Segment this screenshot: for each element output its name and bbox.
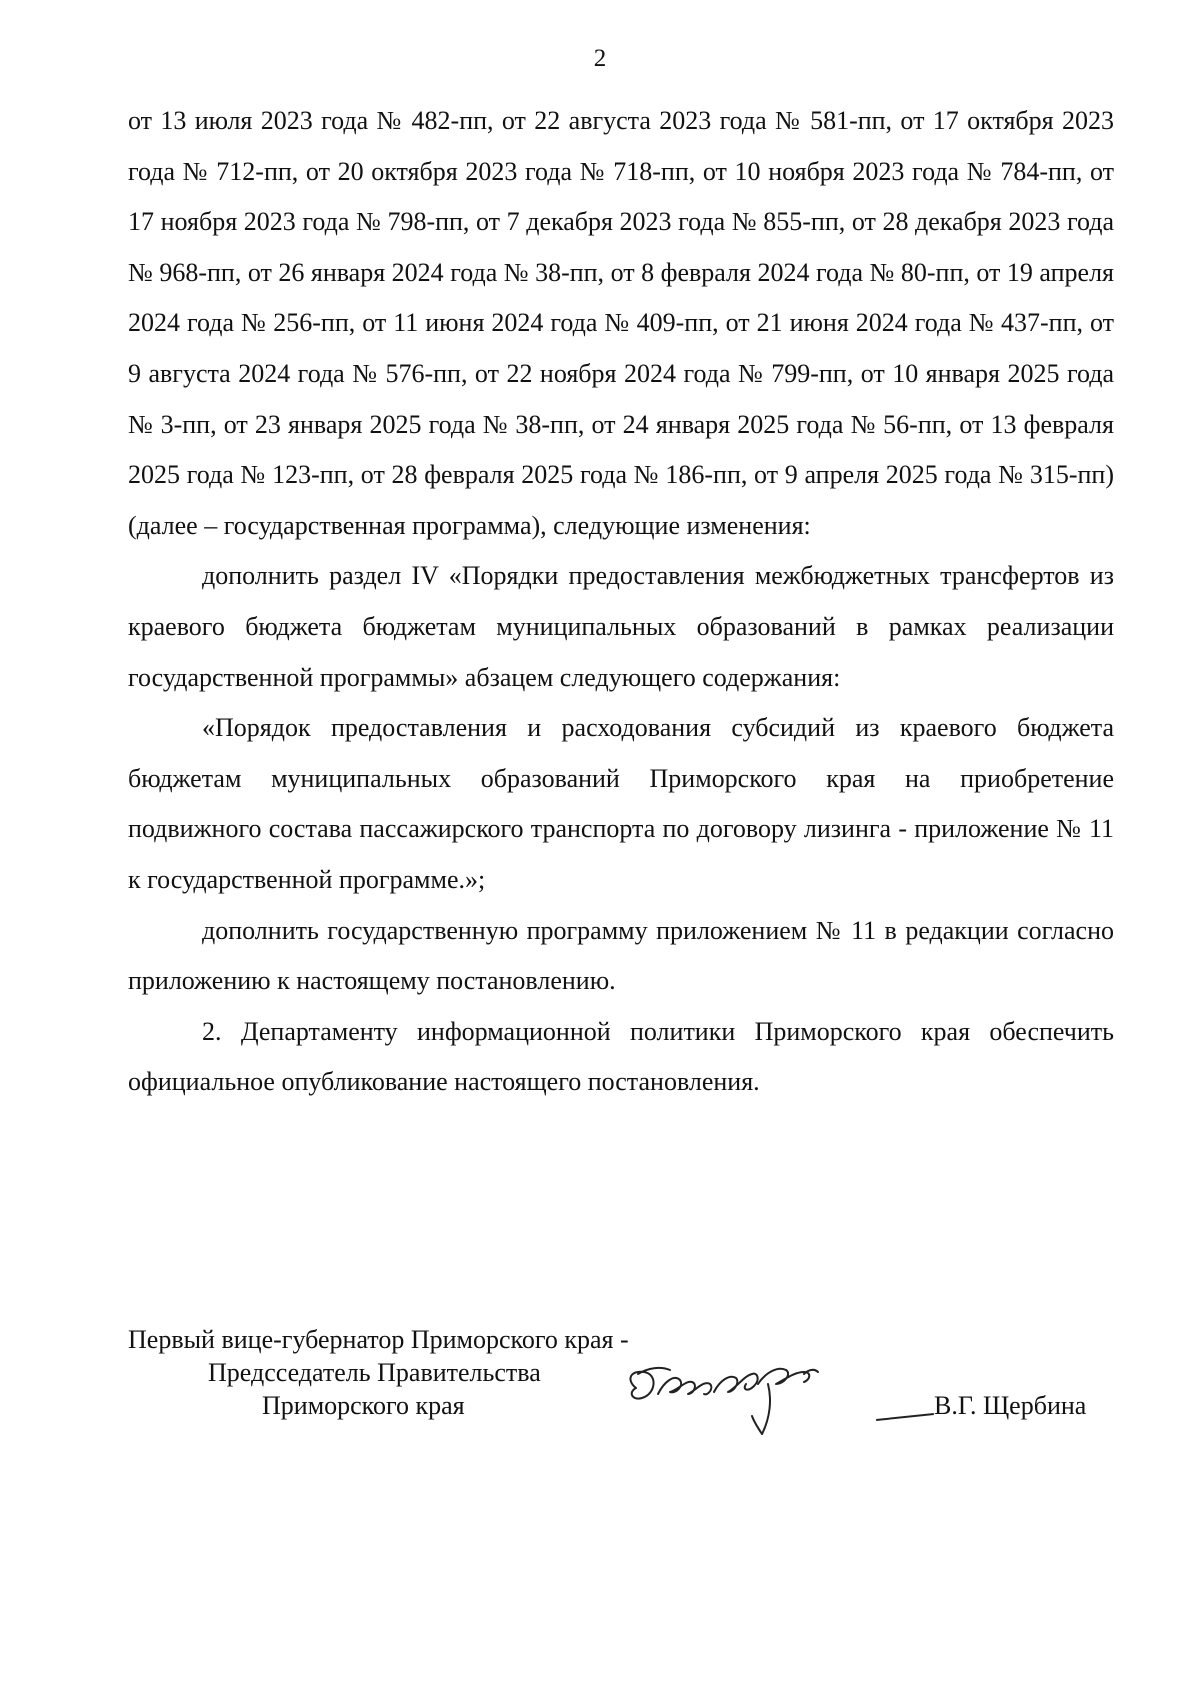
signatory-position-line1: Первый вице-губернатор Приморского края -: [128, 1325, 629, 1354]
document-body: [128, 96, 1114, 1108]
paragraph-amendments-list: от 13 июля 2023 года № 482-пп, от 22 августа 2023 года № 581-пп, от 17 октября 2023 года № 712-пп, от 20 октября 2023 года № 718-пп, от 10 ноября 2023 года № 784-пп, от 17 ноября 2023 года № 798-пп, от 7 декабря 2023 года № 855-пп, от 28 декабря 2023 года № 968-пп, от 26 января 2024 года № 38-пп, от 8 февраля 2024 года № 80-пп, от 19 апреля 2024 года № 256-пп, от 11 июня 2024 года № 409-пп, от 21 июня 2024 года № 437-пп, от 9 августа 2024 года № 576-пп, от 22 ноября 2024 года № 799-пп, от 10 января 2025 года № 3-пп, от 23 января 2025 года № 38-пп, от 24 января 2025 года № 56-пп, от 13 февраля 2025 года № 123-пп, от 28 февраля 2025 года № 186-пп, от 9 апреля 2025 года № 315-пп) (далее – государственная программа), следующие изменения:: [128, 106, 1114, 540]
paragraph-appendix-11: дополнить государственную программу приложением № 11 в редакции согласно приложению к настоящему постановлению.: [128, 915, 1114, 996]
paragraph-publication: 2. Департаменту информационной политики Приморского края обеспечить официальное опубликование настоящего постановления.: [128, 1016, 1114, 1097]
handwritten-signature: [618, 1344, 848, 1444]
signature-block: [128, 1324, 1114, 1444]
page-number: 2: [593, 45, 607, 72]
signatory-position-line3: Приморского края: [262, 1391, 465, 1420]
paragraph-section-iv: дополнить раздел IV «Порядки предоставления межбюджетных трансфертов из краевого бюджета бюджетам муниципальных образований в рамках реализации государственной программы» абзацем следующего содержания:: [128, 561, 1114, 692]
signatory-name: В.Г. Щербина: [934, 1391, 1087, 1420]
paragraph-subsidy-order: «Порядок предоставления и расходования субсидий из краевого бюджета бюджетам муниципальных образований Приморского края на приобретение подвижного состава пассажирского транспорта по договору лизинга - приложение № 11 к государственной программе.»;: [128, 713, 1114, 894]
signatory-position-line2: Предсседатель Правительства: [208, 1358, 541, 1387]
signature-underline: [876, 1413, 934, 1421]
